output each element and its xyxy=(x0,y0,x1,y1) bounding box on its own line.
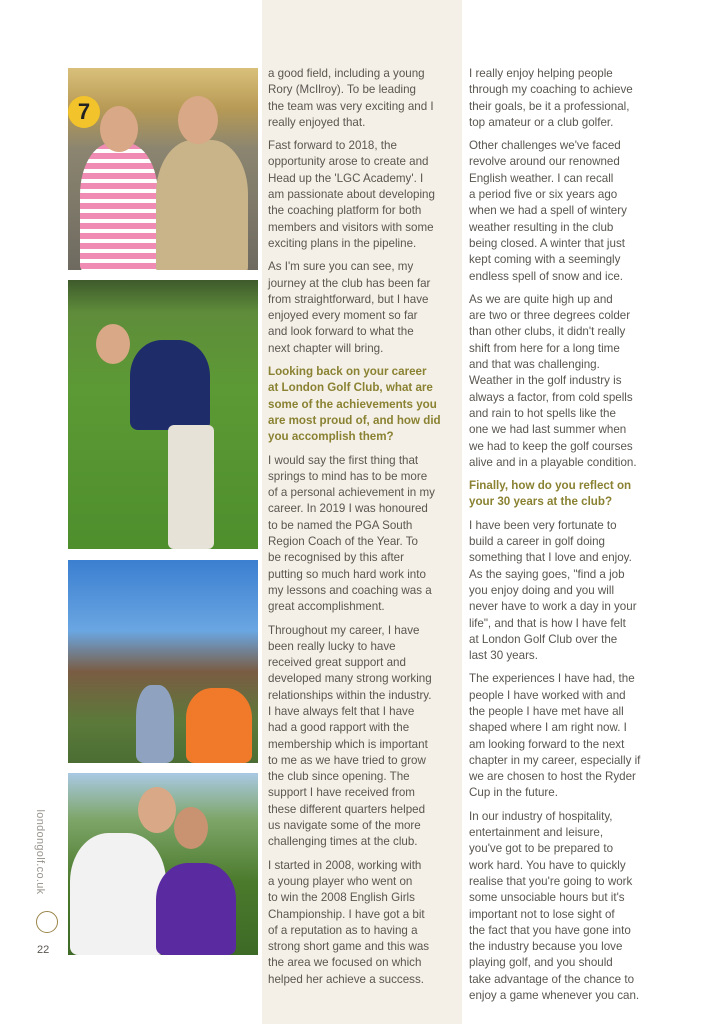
text-line: being closed. A winter that just xyxy=(469,236,625,250)
text-line: be recognised by this after xyxy=(268,551,404,565)
text-line: received great support and xyxy=(268,656,406,670)
person-head xyxy=(178,96,218,144)
text-line: revolve around our renowned xyxy=(469,155,620,169)
text-line: us navigate some of the more xyxy=(268,819,421,833)
text-line: when we had a spell of wintery xyxy=(469,204,627,218)
text-line: As we are quite high up and xyxy=(469,292,613,306)
text-line: never have to work a day in your xyxy=(469,600,637,614)
text-line: always a factor, from cold spells xyxy=(469,390,633,404)
text-line: great accomplishment. xyxy=(268,600,385,614)
text-line: some of the achievements you xyxy=(268,397,437,411)
text-line: had a good rapport with the xyxy=(268,721,410,735)
text-line: chapter in my career, especially if xyxy=(469,753,641,767)
body-paragraph xyxy=(469,292,661,471)
text-line: Region Coach of the Year. To xyxy=(268,535,418,549)
text-line: we had to keep the golf courses xyxy=(469,439,633,453)
text-line: weather resulting in the club xyxy=(469,220,614,234)
person-blue xyxy=(136,685,174,763)
article-column-1 xyxy=(268,66,460,995)
page-number: 22 xyxy=(37,944,50,956)
text-line: shift from here for a long time xyxy=(469,341,620,355)
text-line: of a personal achievement in my xyxy=(268,486,435,500)
text-line: I have been very fortunate to xyxy=(469,518,617,532)
text-line: entertainment and leisure, xyxy=(469,826,604,840)
text-line: springs to mind has to be more xyxy=(268,469,428,483)
text-line: the coaching platform for both xyxy=(268,204,422,218)
text-line: work hard. You have to quickly xyxy=(469,858,626,872)
text-line: Throughout my career, I have xyxy=(268,623,420,637)
website-url[interactable]: londongolf.co.uk xyxy=(34,809,46,895)
text-line: I started in 2008, working with xyxy=(268,858,422,872)
text-line: developed many strong working xyxy=(268,672,432,686)
body-paragraph xyxy=(268,453,460,616)
text-line: the people I have met have all xyxy=(469,704,624,718)
text-line: my lessons and coaching was a xyxy=(268,583,432,597)
text-line: top amateur or a club golfer. xyxy=(469,115,614,129)
text-line: putting so much hard work into xyxy=(268,567,426,581)
text-line: take advantage of the chance to xyxy=(469,972,635,986)
interview-question xyxy=(268,364,460,445)
body-paragraph xyxy=(268,66,460,131)
text-line: challenging times at the club. xyxy=(268,835,418,849)
person-orange xyxy=(186,688,252,763)
text-line: playing golf, and you should xyxy=(469,956,613,970)
woman-head xyxy=(174,807,208,849)
text-line: a good field, including a young xyxy=(268,67,425,80)
interview-question xyxy=(469,478,661,511)
text-line: are two or three degrees colder xyxy=(469,309,631,323)
text-line: Championship. I have got a bit xyxy=(268,907,425,921)
body-paragraph xyxy=(469,809,661,1005)
golfer-head xyxy=(96,324,130,364)
text-line: support I have received from xyxy=(268,786,415,800)
body-paragraph xyxy=(268,858,460,988)
text-line: In our industry of hospitality, xyxy=(469,809,613,823)
text-line: from straightforward, but I have xyxy=(268,292,429,306)
text-line: journey at the club has been far xyxy=(268,276,431,290)
text-line: your 30 years at the club? xyxy=(469,495,613,509)
text-line: endless spell of snow and ice. xyxy=(469,269,624,283)
article-column-2 xyxy=(469,66,661,1011)
body-paragraph xyxy=(268,623,460,851)
body-paragraph xyxy=(268,138,460,252)
text-line: exciting plans in the pipeline. xyxy=(268,236,417,250)
text-line: you accomplish them? xyxy=(268,430,394,444)
body-paragraph xyxy=(268,259,460,357)
text-line: are most proud of, and how did xyxy=(268,413,441,427)
text-line: members and visitors with some xyxy=(268,220,434,234)
woman-purple-dress xyxy=(156,863,236,955)
photo-clubhouse-group xyxy=(68,560,258,763)
photo-golfer-putting xyxy=(68,280,258,549)
text-line: a period five or six years ago xyxy=(469,188,618,202)
text-line: than other clubs, it didn't really xyxy=(469,325,626,339)
golfer-trousers xyxy=(168,425,214,549)
text-line: you've got to be prepared to xyxy=(469,842,614,856)
text-line: their goals, be it a professional, xyxy=(469,99,630,113)
text-line: Weather in the golf industry is xyxy=(469,374,622,388)
text-line: through my coaching to achieve xyxy=(469,83,633,97)
text-line: Looking back on your career xyxy=(268,365,427,379)
text-line: to me as we have tried to grow xyxy=(268,753,426,767)
body-paragraph xyxy=(469,518,661,665)
text-line: opportunity arose to create and xyxy=(268,155,429,169)
text-line: been really lucky to have xyxy=(268,639,396,653)
text-line: Other challenges we've faced xyxy=(469,139,621,153)
body-paragraph xyxy=(469,138,661,285)
text-line: I have always felt that I have xyxy=(268,704,415,718)
text-line: a young player who went on xyxy=(268,874,413,888)
body-paragraph xyxy=(469,671,661,801)
photo-couple-on-course xyxy=(68,773,258,955)
text-line: membership which is important xyxy=(268,737,428,751)
text-line: Fast forward to 2018, the xyxy=(268,139,397,153)
text-line: the area we focused on which xyxy=(268,956,422,970)
text-line: realise that you're going to work xyxy=(469,874,633,888)
text-line: really enjoyed that. xyxy=(268,115,366,129)
photo-two-men-smiling xyxy=(68,68,258,270)
text-line: important not to lose sight of xyxy=(469,907,615,921)
text-line: something that I love and enjoy. xyxy=(469,551,632,565)
text-line: am looking forward to the next xyxy=(469,737,625,751)
text-line: people I have worked with and xyxy=(469,688,626,702)
text-line: shaped where I am right now. I xyxy=(469,721,627,735)
text-line: next chapter will bring. xyxy=(268,341,384,355)
text-line: strong short game and this was xyxy=(268,940,430,954)
text-line: kept coming with a seemingly xyxy=(469,253,621,267)
text-line: alive and in a playable condition. xyxy=(469,455,637,469)
text-line: the industry because you love xyxy=(469,940,623,954)
text-line: these different quarters helped xyxy=(268,802,426,816)
text-line: we are chosen to host the Ryder xyxy=(469,770,636,784)
text-line: the fact that you have gone into xyxy=(469,923,631,937)
text-line: am passionate about developing xyxy=(268,188,435,202)
text-line: Rory (McIlroy). To be leading xyxy=(268,83,416,97)
text-line: relationships within the industry. xyxy=(268,688,432,702)
text-line: The experiences I have had, the xyxy=(469,672,635,686)
text-line: to win the 2008 English Girls xyxy=(268,891,415,905)
text-line: and look forward to what the xyxy=(268,325,414,339)
man-head xyxy=(138,787,176,833)
30-years-logo-icon xyxy=(36,911,58,933)
text-line: life", and that is how I have felt xyxy=(469,616,626,630)
person-vest xyxy=(156,140,248,270)
text-line: build a career in golf doing xyxy=(469,535,605,549)
sidebar xyxy=(30,808,50,904)
text-line: enjoyed every moment so far xyxy=(268,309,418,323)
text-line: some unsociable hours but it's xyxy=(469,891,625,905)
body-paragraph xyxy=(469,66,661,131)
text-line: As I'm sure you can see, my xyxy=(268,260,414,274)
golfer-shirt xyxy=(130,340,210,430)
text-line: at London Golf Club over the xyxy=(469,632,618,646)
text-line: of a reputation as to having a xyxy=(268,923,418,937)
text-line: and that was challenging. xyxy=(469,358,600,372)
text-line: Finally, how do you reflect on xyxy=(469,479,632,493)
text-line: enjoy a game whenever you can. xyxy=(469,989,640,1003)
text-line: Head up the 'LGC Academy'. I xyxy=(268,171,424,185)
text-line: one we had last summer when xyxy=(469,423,627,437)
text-line: the club since opening. The xyxy=(268,770,410,784)
text-line: at London Golf Club, what are xyxy=(268,381,433,395)
text-line: As the saying goes, "find a job xyxy=(469,567,625,581)
person-pink-shirt xyxy=(80,143,158,270)
text-line: you enjoy doing and you will xyxy=(469,583,615,597)
text-line: the team was very exciting and I xyxy=(268,99,434,113)
text-line: Cup in the future. xyxy=(469,786,558,800)
text-line: I would say the first thing that xyxy=(268,453,419,467)
man-white-shirt xyxy=(70,833,166,955)
hole-sign: 7 xyxy=(68,96,100,128)
text-line: career. In 2019 I was honoured xyxy=(268,502,428,516)
text-line: last 30 years. xyxy=(469,649,538,663)
person-head xyxy=(100,106,138,152)
text-line: and rain to hot spells like the xyxy=(469,406,616,420)
text-line: helped her achieve a success. xyxy=(268,972,424,986)
text-line: to be named the PGA South xyxy=(268,518,413,532)
text-line: English weather. I can recall xyxy=(469,171,614,185)
text-line: I really enjoy helping people xyxy=(469,67,613,80)
